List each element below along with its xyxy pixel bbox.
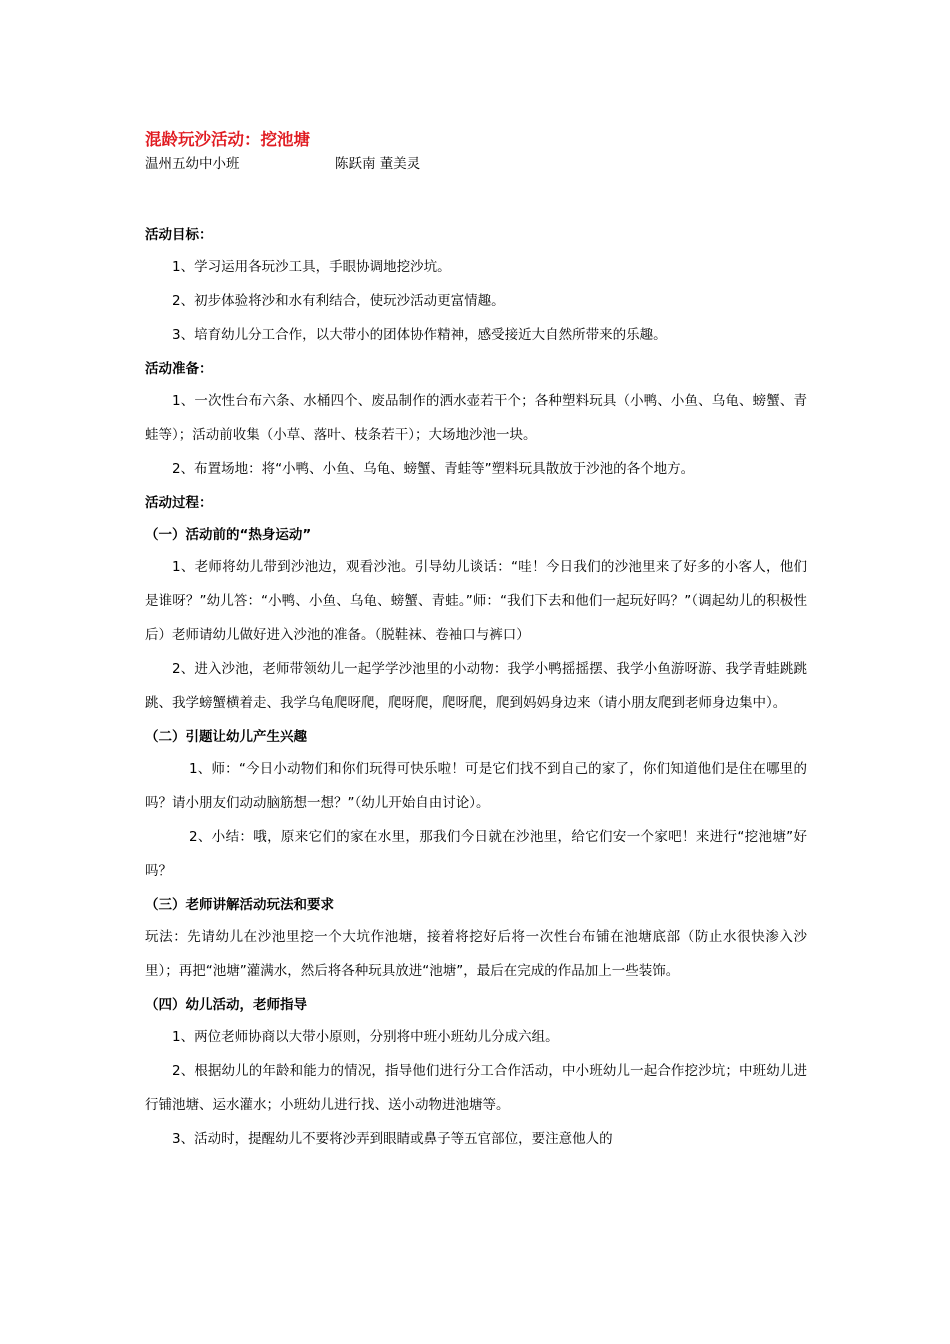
process-item: 2、小结：哦，原来它们的家在水里，那我们今日就在沙池里，给它们安一个家吧！来进行“挖池塘”好吗？ bbox=[145, 829, 807, 879]
subsection-heading-activity: （四）幼儿活动，老师指导 bbox=[145, 997, 307, 1013]
process-item: 1、老师将幼儿带到沙池边，观看沙池。引导幼儿谈话：“哇！今日我们的沙池里来了好多的小客人，他们是谁呀？”幼儿答：“小鸭、小鱼、乌龟、螃蟹、青蛙。”师：“我们下去和他们一起玩好吗？”（调起幼儿的积极性后）老师请幼儿做好进入沙池的准备。（脱鞋袜、卷袖口与裤口） bbox=[145, 559, 807, 643]
goal-item: 3、培育幼儿分工合作，以大带小的团体协作精神，感受接近大自然所带来的乐趣。 bbox=[172, 327, 667, 343]
rules-paragraph: 玩法：先请幼儿在沙池里挖一个大坑作池塘，接着将挖好后将一次性台布铺在池塘底部（防止水很快渗入沙里）；再把“池塘”灌满水，然后将各种玩具放进“池塘”，最后在完成的作品加上一些装饰。 bbox=[145, 929, 807, 979]
document-body bbox=[145, 218, 807, 1156]
process-item: 2、根据幼儿的年龄和能力的情况，指导他们进行分工合作活动，中小班幼儿一起合作挖沙坑；中班幼儿进行铺池塘、运水灌水；小班幼儿进行找、送小动物进池塘等。 bbox=[145, 1063, 807, 1113]
author-names: 陈跃南 董美灵 bbox=[335, 156, 421, 172]
goal-item: 2、初步体验将沙和水有利结合，使玩沙活动更富情趣。 bbox=[172, 293, 505, 309]
process-item: 1、师：“今日小动物们和你们玩得可快乐啦！可是它们找不到自己的家了，你们知道他们是住在哪里的吗？请小朋友们动动脑筋想一想？”（幼儿开始自由讨论）。 bbox=[145, 761, 807, 811]
process-item: 3、活动时，提醒幼儿不要将沙弄到眼睛或鼻子等五官部位，要注意他人的 bbox=[172, 1131, 613, 1147]
subsection-heading-warmup: （一）活动前的“热身运动” bbox=[145, 527, 312, 543]
subsection-heading-rules: （三）老师讲解活动玩法和要求 bbox=[145, 897, 334, 913]
subsection-heading-interest: （二）引题让幼儿产生兴趣 bbox=[145, 729, 307, 745]
document-title: 混龄玩沙活动：挖池塘 bbox=[145, 130, 310, 149]
school-name: 温州五幼中小班 bbox=[145, 156, 240, 172]
section-heading-process: 活动过程： bbox=[145, 495, 213, 511]
byline bbox=[145, 152, 421, 172]
section-heading-goals: 活动目标： bbox=[145, 227, 213, 243]
prep-item: 2、布置场地：将“小鸭、小鱼、乌龟、螃蟹、青蛙等”塑料玩具散放于沙池的各个地方。 bbox=[172, 461, 695, 477]
process-item: 2、进入沙池，老师带领幼儿一起学学沙池里的小动物：我学小鸭摇摇摆、我学小鱼游呀游、我学青蛙跳跳跳、我学螃蟹横着走、我学乌龟爬呀爬，爬呀爬，爬呀爬，爬到妈妈身边来（请小朋友爬到老师身边集中）。 bbox=[145, 661, 807, 711]
process-item: 1、两位老师协商以大带小原则，分别将中班小班幼儿分成六组。 bbox=[172, 1029, 559, 1045]
prep-item: 1、一次性台布六条、水桶四个、废品制作的洒水壶若干个；各种塑料玩具（小鸭、小鱼、乌龟、螃蟹、青蛙等）；活动前收集（小草、落叶、枝条若干）；大场地沙池一块。 bbox=[145, 393, 807, 443]
goal-item: 1、学习运用各玩沙工具，手眼协调地挖沙坑。 bbox=[172, 259, 451, 275]
section-heading-prep: 活动准备： bbox=[145, 361, 213, 377]
